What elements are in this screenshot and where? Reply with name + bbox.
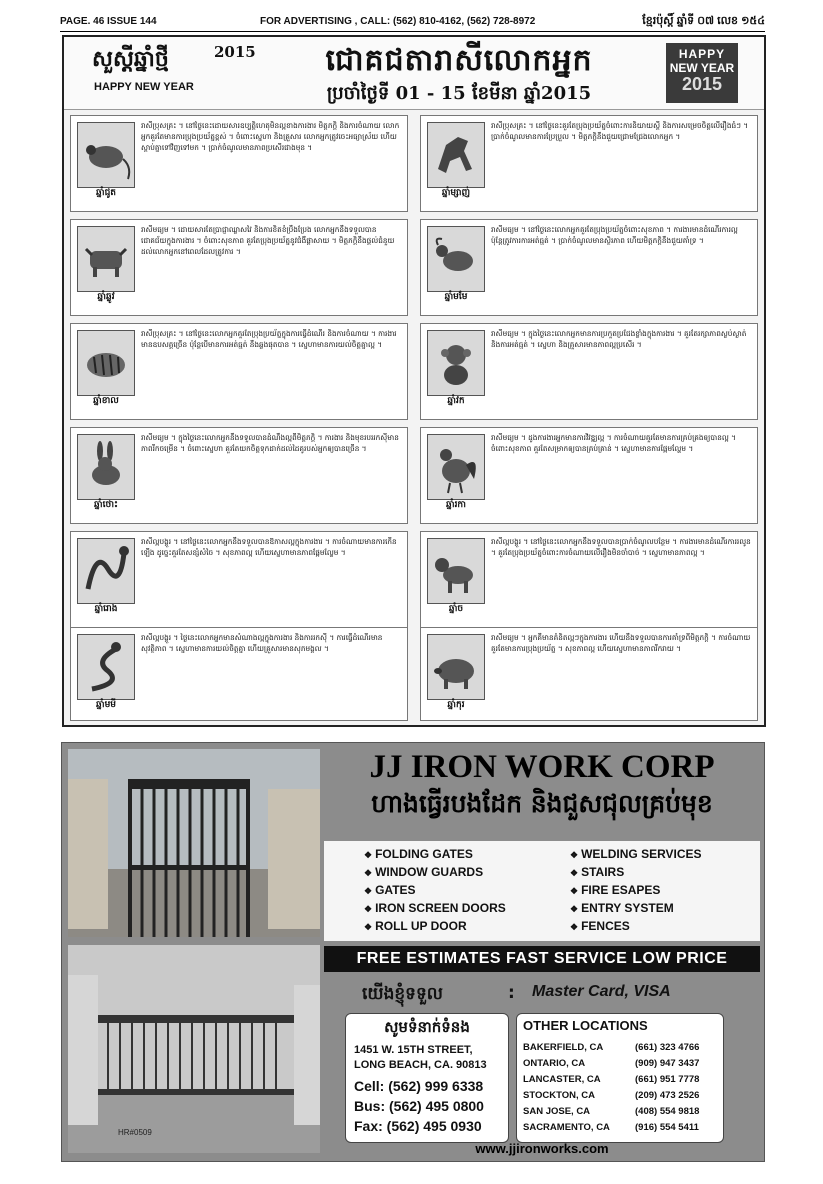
sign-card-dog: [420, 531, 758, 628]
service-item: ❖ WELDING SERVICES: [570, 847, 702, 861]
snake-icon: [77, 634, 135, 700]
sign-text: រាសីប្រុសគ្រះ ។ នៅថ្ងៃនេះលោកអ្នកគួរតែប្រុងប្រយ័ត្នក្នុងការធ្វើដំណើរ និងការចំណាយ ។ ការងារមានឧបសគ្គច្រើន ប៉ុន្តែបើមានការអត់ធ្មត់ នឹងឆ្លងផុតបាន ។ ស្នេហាមានការយល់ចិត្តគ្នាល្អ ។: [141, 329, 397, 349]
sign-card-rooster: [420, 427, 758, 524]
pig-icon: [427, 634, 485, 700]
tiger-icon: [77, 330, 135, 396]
cell-phone: Cell: (562) 999 6338: [354, 1078, 484, 1094]
greeting-english: HAPPY NEW YEAR: [94, 81, 194, 93]
advertising-line: FOR ADVERTISING , CALL: (562) 810-4162, (562) 728-8972: [260, 16, 536, 27]
fax-number: Fax: (562) 495 0930: [354, 1118, 482, 1134]
service-item: ❖ FENCES: [570, 919, 630, 933]
monkey-icon: [427, 330, 485, 396]
iron-work-ad: [61, 742, 765, 1162]
sign-card-ox: [70, 219, 408, 316]
company-name-khmer: ហាងធ្វើរបងដែក និងជួសជុលគ្រប់មុខ: [371, 789, 713, 818]
dog-icon: [427, 538, 485, 604]
sign-card-goat: [420, 219, 758, 316]
contact-title-khmer: សូមទំនាក់ទំនង: [384, 1018, 470, 1036]
sign-text: រាសីល្អបង្គួរ ។ ថ្ងៃនេះលោកអ្នកមានសំណាងល្អក្នុងការងារ និងការរកស៊ី ។ ការធ្វើដំណើរមានសុវត្ថិភាព ។ ស្នេហាមានការយល់ចិត្តគ្នា ហើយគ្រួសារមានសុភមង្គល ។: [141, 633, 383, 653]
header-rule: [60, 31, 765, 32]
sign-text: រាសីមធ្យម ។ អ្នកគឺមានគំនិតល្អៗក្នុងការងារ ហើយនឹងទទួលបានការគាំទ្រពីមិត្តភក្តិ ។ ការចំណាយគួរតែមានការប្រុងប្រយ័ត្ន ។ សុខភាពល្អ ហើយស្នេហាមានភាពរីករាយ ។: [491, 633, 751, 653]
accept-label-khmer: យើងខ្ញុំទទួល: [362, 984, 443, 1004]
photo-mark: HR#0509: [118, 1128, 152, 1137]
service-item: ❖ FIRE ESAPES: [570, 883, 661, 897]
sign-card-monkey: [420, 323, 758, 420]
sign-name: ឆ្នាំវក: [447, 396, 465, 406]
sign-text: រាសីប្រុសគ្រះ ។ នៅថ្ងៃនេះដោយសារឧប្បត្តិហេតុមិនល្អខាងការងារ មិត្តភក្តិ និងការចំណាយ លោកអ្នកគួរតែមានការប្រុងប្រយ័ត្នខ្ពស់ ។ ចំពោះស្នេហា និងគ្រួសារ លោកអ្នកត្រូវចេះអធ្យាស្រ័យ ហើយស្តាប់គ្នាទៅវិញទៅមក ។ ប្រាក់ចំណូលមានភាពប្រសើរជាងមុន ។: [141, 121, 400, 152]
service-item: ❖ STAIRS: [570, 865, 625, 879]
page-header: [60, 14, 765, 30]
goat-icon: [427, 226, 485, 292]
fence-photo: [68, 945, 320, 1153]
other-locations-box: OTHER LOCATIONS BAKERFIELD, CA (661) 323 4766 ONTARIO, CA (909) 947 3437 LANCASTER, CA (661) 951 7778 STOCKTON, CA (209) 473 2526 SAN JOSE, CA (408) 554 9818 SACRAMENTO, CA (916) 554 5411: [516, 1013, 724, 1143]
ox-icon: [77, 226, 135, 292]
horoscope-title-band: [64, 37, 764, 110]
rabbit-icon: [77, 434, 135, 500]
sign-text: រាសីប្រុសគ្រះ ។ នៅថ្ងៃនេះគួរតែប្រុងប្រយ័ត្នចំពោះការនិយាយស្តី និងការសម្រេចចិត្តលើរឿងធំៗ ។ ប្រាក់ចំណូលមានការប្រែប្រួល ។ មិត្តភក្តិនឹងជួយជ្រោមជ្រែងលោកអ្នក ។: [491, 121, 749, 141]
logo-happy: HAPPY: [678, 47, 726, 61]
sign-text: រាសីល្អបង្គួរ ។ នៅថ្ងៃនេះលោកអ្នកនឹងទទួលបានប្រាក់ចំណូលបន្ថែម ។ ការងារមានដំណើរការរលូន ។ គួរតែប្រុងប្រយ័ត្នចំពោះការចំណាយលើរឿងមិនចាំបាច់ ។ ស្នេហាមានភាពល្អ ។: [491, 537, 751, 557]
logo-year: 2015: [681, 74, 723, 94]
sign-text: រាសីមធ្យម ។ ក្នុងថ្ងៃនេះលោកអ្នកមានការប្រកួតប្រជែងខ្លាំងក្នុងការងារ ។ គួរតែរក្សាភាពស្ងប់ស្ងាត់ និងការអត់ធ្មត់ ។ ស្នេហា និងគ្រួសារមានភាពល្អប្រសើរ ។: [491, 329, 747, 349]
page-issue: PAGE. 46 ISSUE 144: [60, 16, 157, 27]
sign-name: ឆ្នាំរោង: [94, 604, 118, 614]
sign-card-snake: [70, 627, 408, 721]
sign-name: ឆ្នាំច: [448, 604, 464, 614]
greeting-year: 2015: [214, 43, 256, 61]
greeting-khmer: សួស្តីឆ្នាំថ្មី: [92, 46, 169, 72]
free-estimates-banner: FREE ESTIMATES FAST SERVICE LOW PRICE: [324, 946, 760, 972]
service-item: ❖ GATES: [364, 883, 416, 897]
sign-card-horse: [420, 115, 758, 212]
company-name: JJ IRON WORK CORP: [369, 749, 715, 785]
address-line-1: 1451 W. 15TH STREET,: [354, 1044, 473, 1056]
service-item: ❖ FOLDING GATES: [364, 847, 473, 861]
sign-text: រាសីមធ្យម ។ ដូងការងារអ្នកមានការវិវឌ្ឍល្អ ។ ការចំណាយគួរតែមានការគ្រប់គ្រងឲ្យបានល្អ ។ ចំពោះសុខភាព គួរតែសម្រាកឲ្យបានគ្រប់គ្រាន់ ។ ស្នេហាមានការផ្អែមល្ហែម ។: [491, 433, 736, 453]
horse-icon: [427, 122, 485, 188]
sign-text: រាសីមធ្យម ។ ដោយសារតែប្រាជ្ញាឈ្លាសវៃ និងការខិតខំប្រឹងប្រែង លោកអ្នកនឹងទទួលបានជោគជ័យក្នុងការងារ ។ ចំពោះសុខភាព គួរតែប្រុងប្រយ័ត្ននូវជំងឺផ្តាសាយ ។ មិត្តភក្តិនឹងផ្តល់ជំនួយដល់លោកអ្នកនៅពេលដែលត្រូវការ ។: [141, 225, 395, 256]
sign-name: ឆ្នាំរកា: [446, 500, 466, 510]
sign-card-dragon: [70, 531, 408, 628]
service-item: ❖ ENTRY SYSTEM: [570, 901, 674, 915]
website-link[interactable]: www.jjironworks.com: [475, 1141, 609, 1156]
logo-new-year: NEW YEAR: [669, 61, 735, 75]
sign-name: ឆ្នាំឆ្លូវ: [97, 292, 115, 302]
sign-name: ឆ្នាំខាល: [93, 396, 119, 406]
gate-photo: [68, 749, 320, 937]
sign-card-pig: [420, 627, 758, 721]
sign-card-rat: [70, 115, 408, 212]
service-item: ❖ ROLL UP DOOR: [364, 919, 467, 933]
address-line-2: LONG BEACH, CA. 90813: [354, 1059, 487, 1071]
sign-card-tiger: [70, 323, 408, 420]
khmer-date: ខ្មែរប៉ុស្តិ៍ ឆ្នាំទី ០៧ លេខ ១៥៤: [642, 15, 765, 27]
horoscope-section: [62, 35, 766, 727]
sign-text: រាសីល្អបង្គួរ ។ នៅថ្ងៃនេះលោកអ្នកនឹងទទួលបានឱកាសល្អក្នុងការងារ ។ ការចំណាយមានការកើនឡើង ដូច្នេះគួរតែសន្សំសំចៃ ។ សុខភាពល្អ ហើយស្នេហាមានភាពផ្អែមល្ហែម ។: [141, 537, 397, 557]
horoscope-title: ជោគជតារាសីលោកអ្នក: [325, 43, 593, 78]
locations-title: OTHER LOCATIONS: [523, 1018, 648, 1033]
sign-text: រាសីមធ្យម ។ ក្នុងថ្ងៃនេះលោកអ្នកនឹងទទួលបានដំណឹងល្អពីមិត្តភក្តិ ។ ការងារ និងមុខរបររកស៊ីមានភាពរីកចម្រើន ។ ចំពោះស្នេហា គួរតែយកចិត្តទុកដាក់ដល់ដៃគូរបស់អ្នកឲ្យបានច្រើន ។: [141, 433, 399, 453]
sign-card-rabbit: [70, 427, 408, 524]
sign-name: ឆ្នាំមមី: [96, 700, 116, 710]
horoscope-subtitle: ប្រចាំថ្ងៃទី 01 - 15 ខែមីនា ឆ្នាំ2015: [326, 83, 592, 104]
sign-name: ឆ្នាំជូត: [96, 188, 116, 198]
accepted-cards: Master Card, VISA: [532, 983, 671, 1000]
sign-name: ឆ្នាំមមែ: [444, 292, 468, 302]
accept-colon: :: [508, 983, 515, 1003]
rat-icon: [77, 122, 135, 188]
contact-box: [345, 1013, 509, 1143]
service-item: ❖ IRON SCREEN DOORS: [364, 901, 506, 915]
service-item: ❖ WINDOW GUARDS: [364, 865, 484, 879]
rooster-icon: [427, 434, 485, 500]
sign-name: ឆ្នាំម្សាញ់: [441, 188, 471, 198]
new-year-logo: [666, 43, 738, 103]
sign-text: រាសីមធ្យម ។ នៅថ្ងៃនេះលោកអ្នកគួរតែប្រុងប្រយ័ត្នចំពោះសុខភាព ។ ការងារមានដំណើរការល្អ ប៉ុន្តែត្រូវការការអត់ធ្មត់ ។ ប្រាក់ចំណូលមានស្ថិរភាព ហើយមិត្តភក្តិនឹងជួយគាំទ្រ ។: [491, 225, 738, 245]
services-list: [324, 841, 760, 941]
sign-name: ឆ្នាំកុរ: [447, 700, 465, 710]
dragon-icon: [77, 538, 135, 604]
sign-name: ឆ្នាំថោះ: [94, 500, 118, 510]
business-phone: Bus: (562) 495 0800: [354, 1098, 484, 1114]
